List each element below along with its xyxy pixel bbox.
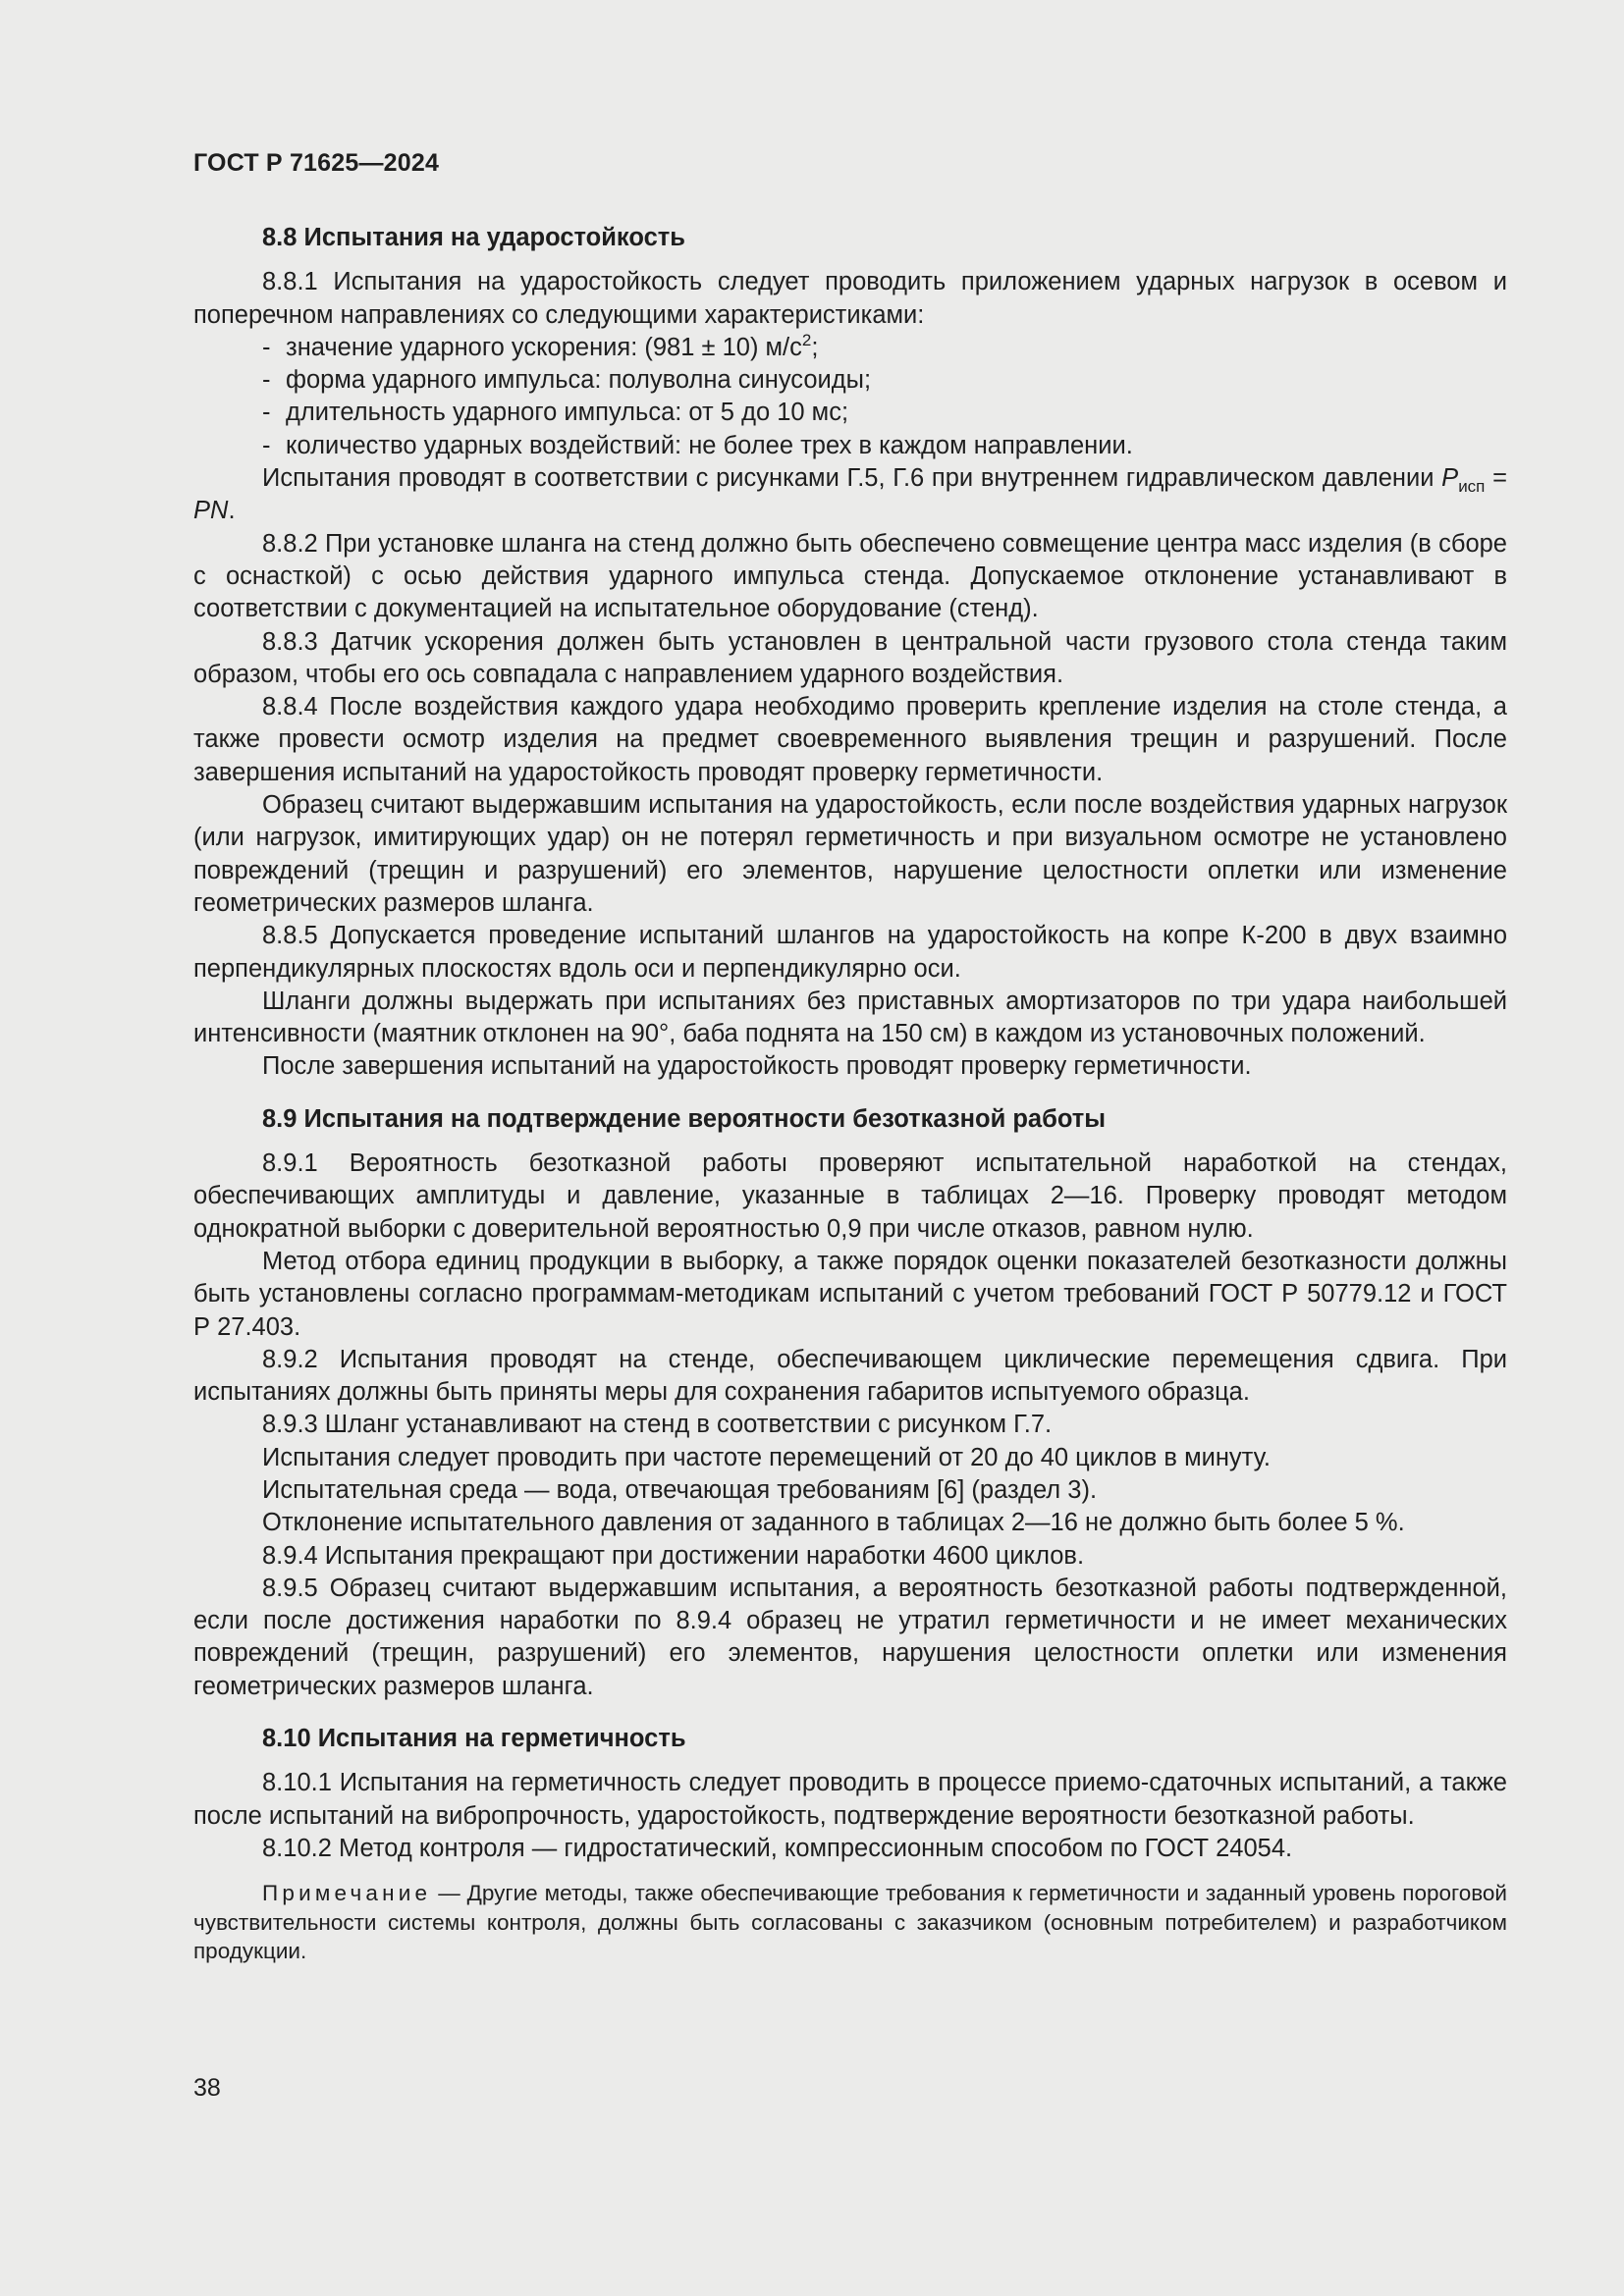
section-heading-8-9: 8.9 Испытания на подтверждение вероятности безотказной работы xyxy=(262,1104,1107,1133)
paragraph: 8.9.3 Шланг устанавливают на стенд в соответствии с рисунком Г.7. xyxy=(262,1411,1053,1439)
document-header: ГОСТ Р 71625—2024 xyxy=(193,149,440,177)
paragraph: Испытания следует проводить при частоте перемещений от 20 до 40 циклов в минуту. xyxy=(262,1443,1271,1471)
paragraph: 8.9.4 Испытания прекращают при достижении наработки 4600 циклов. xyxy=(262,1541,1085,1570)
paragraph: 8.8.1 Испытания на ударостойкость следует проводить приложением ударных нагрузок в осевом и поперечном направлениях со следующими характеристиками: xyxy=(193,268,1507,329)
list-item: - значение ударного ускорения: (981 ± 10) $м/с^2$; xyxy=(193,332,1507,364)
superscript: 2 xyxy=(801,330,812,349)
paragraph: 8.8.3 Датчик ускорения должен быть установлен в центральной части грузового стола стенда таким образом, чтобы его ось совпадала с направлением ударного воздействия. xyxy=(193,627,1507,688)
list-item: - количество ударных воздействий: не более трех в каждом направлении. xyxy=(193,430,1507,462)
paragraph: 8.8.5 Допускается проведение испытаний шлангов на ударостойкость на копре К-200 в двух взаимно перпендикулярных плоскостях вдоль оси и перпендикулярно оси. xyxy=(193,922,1507,983)
page-content xyxy=(193,222,1507,1966)
list-dash: - xyxy=(262,399,271,427)
paragraph: Испытания проводят в соответствии с рисунками Г.5, Г.6 при внутреннем гидравлическом давлении $P_{исп}$ = PN. xyxy=(193,464,1507,525)
list-item: - форма ударного импульса: полуволна синусоиды; xyxy=(193,364,1507,397)
paragraph: Испытательная среда — вода, отвечающая требованиям [6] (раздел 3). xyxy=(262,1475,1098,1504)
variable-p: P xyxy=(1441,464,1459,493)
list-dash: - xyxy=(262,366,271,395)
section-heading-8-10: 8.10 Испытания на герметичность xyxy=(262,1725,686,1753)
paragraph: 8.8.2 При установке шланга на стенд должно быть обеспечено совмещение центра масс изделия (в сборе с оснасткой) с осью действия ударного импульса стенда. Допускаемое отклонение устанавливают в соответствии с документацией на испытательное оборудование (стенд). xyxy=(193,529,1507,623)
paragraph: 8.9.2 Испытания проводят на стенде, обеспечивающем циклические перемещения сдвига. При испытаниях должны быть приняты меры для сохранения габаритов испытуемого образца. xyxy=(193,1345,1507,1407)
paragraph: Образец считают выдержавшим испытания на ударостойкость, если после воздействия ударных нагрузок (или нагрузок, имитирующих удар) он не потерял герметичность и при визуальном осмотре не установлено повреждений (трещин и разрушений) его элементов, нарушение целостности оплетки или изменение геометрических размеров шланга. xyxy=(193,791,1507,917)
paragraph: 8.10.1 Испытания на герметичность следует проводить в процессе приемо-сдаточных испытаний, а также после испытаний на вибропрочность, ударостойкость, подтверждение вероятности безотказной работы. xyxy=(193,1769,1507,1830)
paragraph: 8.8.4 После воздействия каждого удара необходимо проверить крепление изделия на столе стенда, а также провести осмотр изделия на предмет своевременного выявления трещин и разрушений. После завершения испытаний на ударостойкость проводят проверку герметичности. xyxy=(193,693,1507,786)
list-item: - длительность ударного импульса: от 5 до 10 мс; xyxy=(193,397,1507,429)
note xyxy=(193,1879,1507,1966)
paragraph: Метод отбора единиц продукции в выборку, а также порядок оценки показателей безотказности должны быть установлены согласно программам-методикам испытаний с учетом требований ГОСТ Р 50779.12 и ГОСТ Р 27.403. xyxy=(193,1247,1507,1341)
paragraph: Отклонение испытательного давления от заданного в таблицах 2—16 не должно быть более 5 %. xyxy=(262,1509,1405,1537)
paragraph: После завершения испытаний на ударостойкость проводят проверку герметичности. xyxy=(262,1052,1252,1081)
paragraph: 8.9.1 Вероятность безотказной работы проверяют испытательной наработкой на стендах, обеспечивающих амплитуды и давление, указанные в таблицах 2—16. Проверку проводят методом однократной выборки с доверительной вероятностью 0,9 при числе отказов, равном нулю. xyxy=(193,1149,1507,1243)
paragraph: 8.10.2 Метод контроля — гидростатический, компрессионным способом по ГОСТ 24054. xyxy=(262,1834,1293,1862)
subscript: исп xyxy=(1458,477,1486,497)
section-heading-8-8: 8.8 Испытания на ударостойкость xyxy=(262,224,685,251)
note-text: — Другие методы, также обеспечивающие требования к герметичности и заданный уровень пороговой чувствительности системы контроля, должны быть согласованы с заказчиком (основным потребителем) и разработчиком продукции. xyxy=(193,1881,1507,1964)
paragraph: Шланги должны выдержать при испытаниях без приставных амортизаторов по три удара наибольшей интенсивности (маятник отклонен на 90°, баба поднята на 150 см) в каждом из установочных положений. xyxy=(193,987,1507,1048)
variable-pn: PN xyxy=(193,497,229,525)
list-dash: - xyxy=(262,333,271,361)
section-gap xyxy=(193,1084,1507,1103)
section-gap xyxy=(193,1703,1507,1723)
paragraph: 8.9.5 Образец считают выдержавшим испытания, а вероятность безотказной работы подтвержденной, если после достижения наработки по 8.9.4 образец не утратил герметичности и не имеет механических повреждений (трещин, разрушений) его элементов, нарушения целостности оплетки или изменения геометрических размеров шланга. xyxy=(193,1574,1507,1700)
page-number: 38 xyxy=(193,2074,221,2102)
note-label: Примечание xyxy=(262,1881,432,1906)
list-dash: - xyxy=(262,431,271,459)
